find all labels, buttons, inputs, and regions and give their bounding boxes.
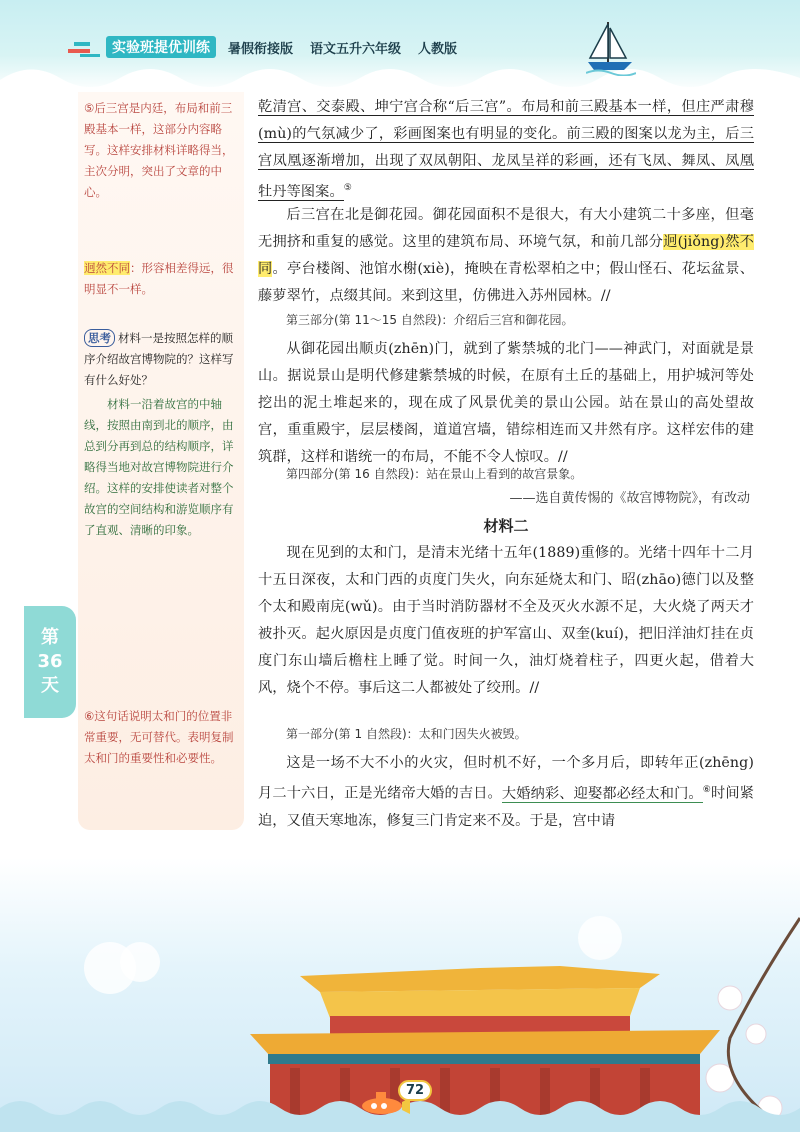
highlighted-term: 迥(jiǒng)然不同: [258, 234, 754, 277]
paragraph-back-palaces: [258, 94, 754, 206]
edition-label: 暑假衔接版: [228, 42, 294, 57]
material-2-title: 材料二: [483, 517, 529, 535]
page-number: 72: [398, 1080, 432, 1101]
vocab-definition: ：形容相差得远，很明显不一样。: [84, 261, 234, 296]
series-title: 实验班提优训练: [106, 36, 216, 58]
annotation-note-5: ⑤后三宫是内廷，布局和前三殿基本一样，这部分内容略写。这样安排材料详略得当，主次分明，突出了文章的中心。: [84, 101, 234, 199]
section-summary-5: 第一部分(第 1 自然段)：太和门因失火被毁。: [286, 727, 527, 741]
publisher-label: 人教版: [418, 42, 458, 57]
day-tab-number: 36: [37, 651, 63, 672]
footnote-mark-5: ⑤: [343, 183, 352, 193]
paragraph-imperial-garden: [258, 202, 754, 310]
day-tab-prefix: 第: [41, 627, 59, 648]
paragraph-text: 时间紧迫，又值天寒地冻，修复三门肯定来不及。于是，宫中请: [258, 785, 754, 829]
paragraph-taihe-gate-fire: 现在见到的太和门，是清末光绪十五年(1889)重修的。光绪十四年十二月十五日深夜，太和门西的贞度门失火，向东延烧太和门、昭(zhāo)德门以及整个太和殿南庑(wǔ)。由于当时消防器材不全及灭火水源不足，大火烧了两天才被扑灭。起火原因是贞度门值夜班的护军富山、双奎(kuí)，把旧洋油灯挂在贞度门东山墙后檐柱上睡了觉。时间一久，油灯烧着柱子，四更火起，借着大风，烧个不停。事后这二人都被处了绞刑。//: [258, 545, 754, 696]
think-badge: 思考: [84, 329, 115, 347]
think-question-text: 材料一是按照怎样的顺序介绍故宫博物院的？这样写有什么好处？: [84, 331, 234, 387]
paragraph-text: 后三宫在北是御花园。御花园面积不是很大，有大小建筑二十多座，但毫无拥挤和重复的感觉。这里的建筑布局、环境气氛，和前几部分: [258, 207, 754, 250]
subject-label: 语文五升六年级: [310, 42, 402, 57]
think-question: [84, 328, 240, 391]
paragraph-jingshan: 从御花园出顺贞(zhēn)门，就到了紫禁城的北门——神武门，对面就是景山。据说景山是明代修建紫禁城的时候，在原有土丘的基础上，用护城河等处挖出的泥土堆起来的，现在成了风景优美的景山公园。站在景山的高处望故宫，重重殿宇，层层楼阁，道道宫墙，错综相连而又井然有序。这样宏伟的建筑群，这样和谐统一的布局，不能不令人惊叹。//: [258, 341, 754, 465]
underlined-sentence: 大婚纳彩、迎娶都必经太和门。: [501, 785, 703, 802]
vocab-term: 迥然不同: [84, 261, 130, 275]
source-citation: ——选自黄传惕的《故宫博物院》，有改动: [509, 491, 750, 506]
sailboat-icon: [586, 18, 636, 76]
footnote-mark-6: ⑥: [702, 785, 712, 795]
paragraph-text: 这是一场不大不小的火灾，但时机不好，一个多月后，即转年正(zhēng)月二十六日，正是光绪帝大婚的吉日。: [258, 755, 754, 802]
day-tab: [24, 606, 76, 718]
section-summary-4: 第四部分(第 16 自然段)：站在景山上看到的故宫景象。: [286, 467, 583, 481]
paragraph-text: 。亭台楼阁、池馆水榭(xiè)，掩映在青松翠柏之中；假山怪石、花坛盆景、藤萝翠竹，点缀其间。来到这里，仿佛进入苏州园林。//: [258, 261, 754, 304]
series-logo-icon: [66, 37, 102, 59]
annotation-vocab-note: [84, 258, 240, 300]
paragraph-wedding: [258, 750, 754, 835]
underlined-text: 乾清宫、交泰殿、坤宁宫合称“后三宫”。布局和前三殿基本一样，但庄严肃穆(mù)的气氛减少了，彩画图案也有明显的变化。前三殿的图案以龙为主，后三宫凤凰逐渐增加，出现了双凤朝阳、龙凤呈祥的彩画，还有飞凤、舞凤、凤凰牡丹等图案。: [258, 99, 754, 200]
annotation-note-6: ⑥这句话说明太和门的位置非常重要，无可替代。表明复制太和门的重要性和必要性。: [84, 709, 234, 765]
think-answer: 材料一沿着故宫的中轴线，按照由南到北的顺序，由总到分再到总的结构顺序，详略得当地对故宫博物院进行介绍。这样的安排使读者对整个故宫的空间结构和游览顺序有了直观、清晰的印象。: [84, 397, 234, 537]
day-tab-suffix: 天: [41, 675, 59, 696]
section-summary-3: 第三部分(第 11～15 自然段)：介绍后三宫和御花园。: [286, 313, 574, 327]
